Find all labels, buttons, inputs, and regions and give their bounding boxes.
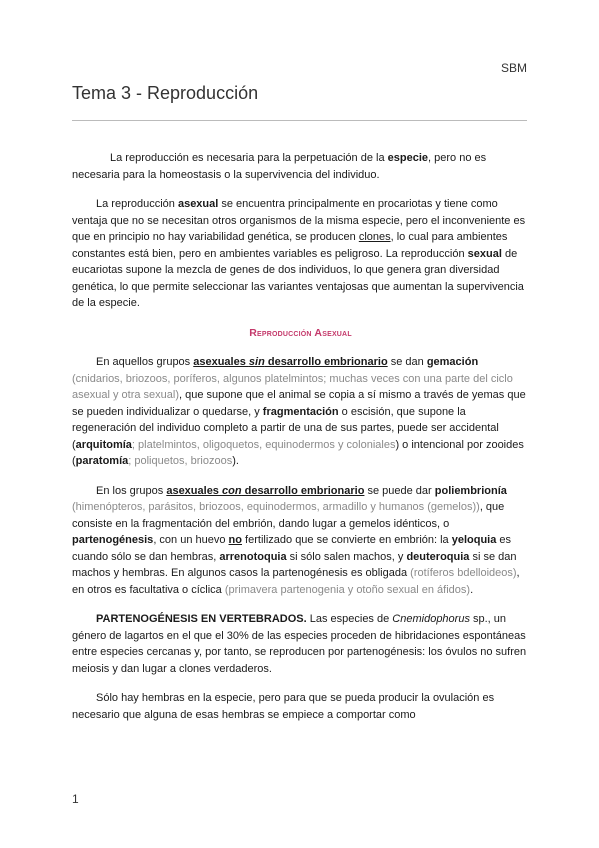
paragraph-females-only: Sólo hay hembras en la especie, pero para que se pueda producir la ovulación es necesario que alguna de esas hembras se empiece a comportar como — [72, 692, 495, 721]
title-divider — [72, 120, 527, 121]
section-heading: Reproducción Asexual — [249, 326, 352, 339]
paragraph-without-development: En aquellos grupos asexuales sin desarrollo embrionario se dan gemación (cnidarios, briozoos, poríferos, algunos platelmintos; muchas veces con una parte del ciclo asexual y otra sexual), que supone que el animal se copia a sí mismo a través de yemas que se pueden individualizar o quedarse, y fragmentación o escisión, que supone la regeneración del individuo completo a partir de una de sus partes, puede ser accidental (arquitomía; platelmintos, oligoquetos, equinodermos y coloniales) o intencional por zooides (paratomía; poliquetos, briozoos). — [72, 356, 526, 467]
paragraph-with-development: En los grupos asexuales con desarrollo embrionario se puede dar poliembrionía (himenópteros, parásitos, briozoos, equinodermos, armadillo y humanos (gemelos)), que consiste en la fragmentación del embrión, dando lugar a gemelos idénticos, o partenogénesis, con un huevo no fertilizado que se convierte en embrión: la yeloquia es cuando sólo se dan hembras, arrenotoquia si sólo salen machos, y deuteroquia si se dan machos y hembras. En algunos casos la partenogénesis es obligada (rotíferos bdelloideos), en otros es facultativa o cíclica (primavera partenogenia y otoño sexual en áfidos). — [72, 484, 520, 596]
paragraph-intro: La reproducción es necesaria para la perpetuación de la especie, pero no es necesaria para la homeostasis o la supervivencia del individuo. — [72, 152, 487, 181]
page-number: 1 — [72, 792, 79, 806]
document-body — [72, 150, 529, 736]
author-initials: SBM — [500, 61, 527, 75]
paragraph-vertebrate-parthenogenesis: PARTENOGÉNESIS EN VERTEBRADOS. Las especies de Cnemidophorus sp., un género de lagartos en el que el 30% de las especies proceden de hibridaciones espontáneas entre especies cercanas y, por tanto, se reproducen por partenogénesis: los óvulos no sufren meiosis y dan lugar a clones verdaderos. — [72, 613, 527, 675]
paragraph-asexual-sexual: La reproducción asexual se encuentra principalmente en procariotas y tiene como ventaja que no se necesitan otros organismos de la misma especie, pero el inconveniente es que en principio no hay variabilidad genética, se producen clones, lo cual para ambientes constantes está bien, pero en ambientes variables es peligroso. La reproducción sexual de eucariotas supone la mezcla de genes de dos individuos, lo que genera gran diversidad genética, lo que permite seleccionar las variantes ventajosas que aumentan la supervivencia de la especie. — [72, 198, 526, 309]
page-title: Tema 3 - Reproducción — [72, 83, 259, 103]
